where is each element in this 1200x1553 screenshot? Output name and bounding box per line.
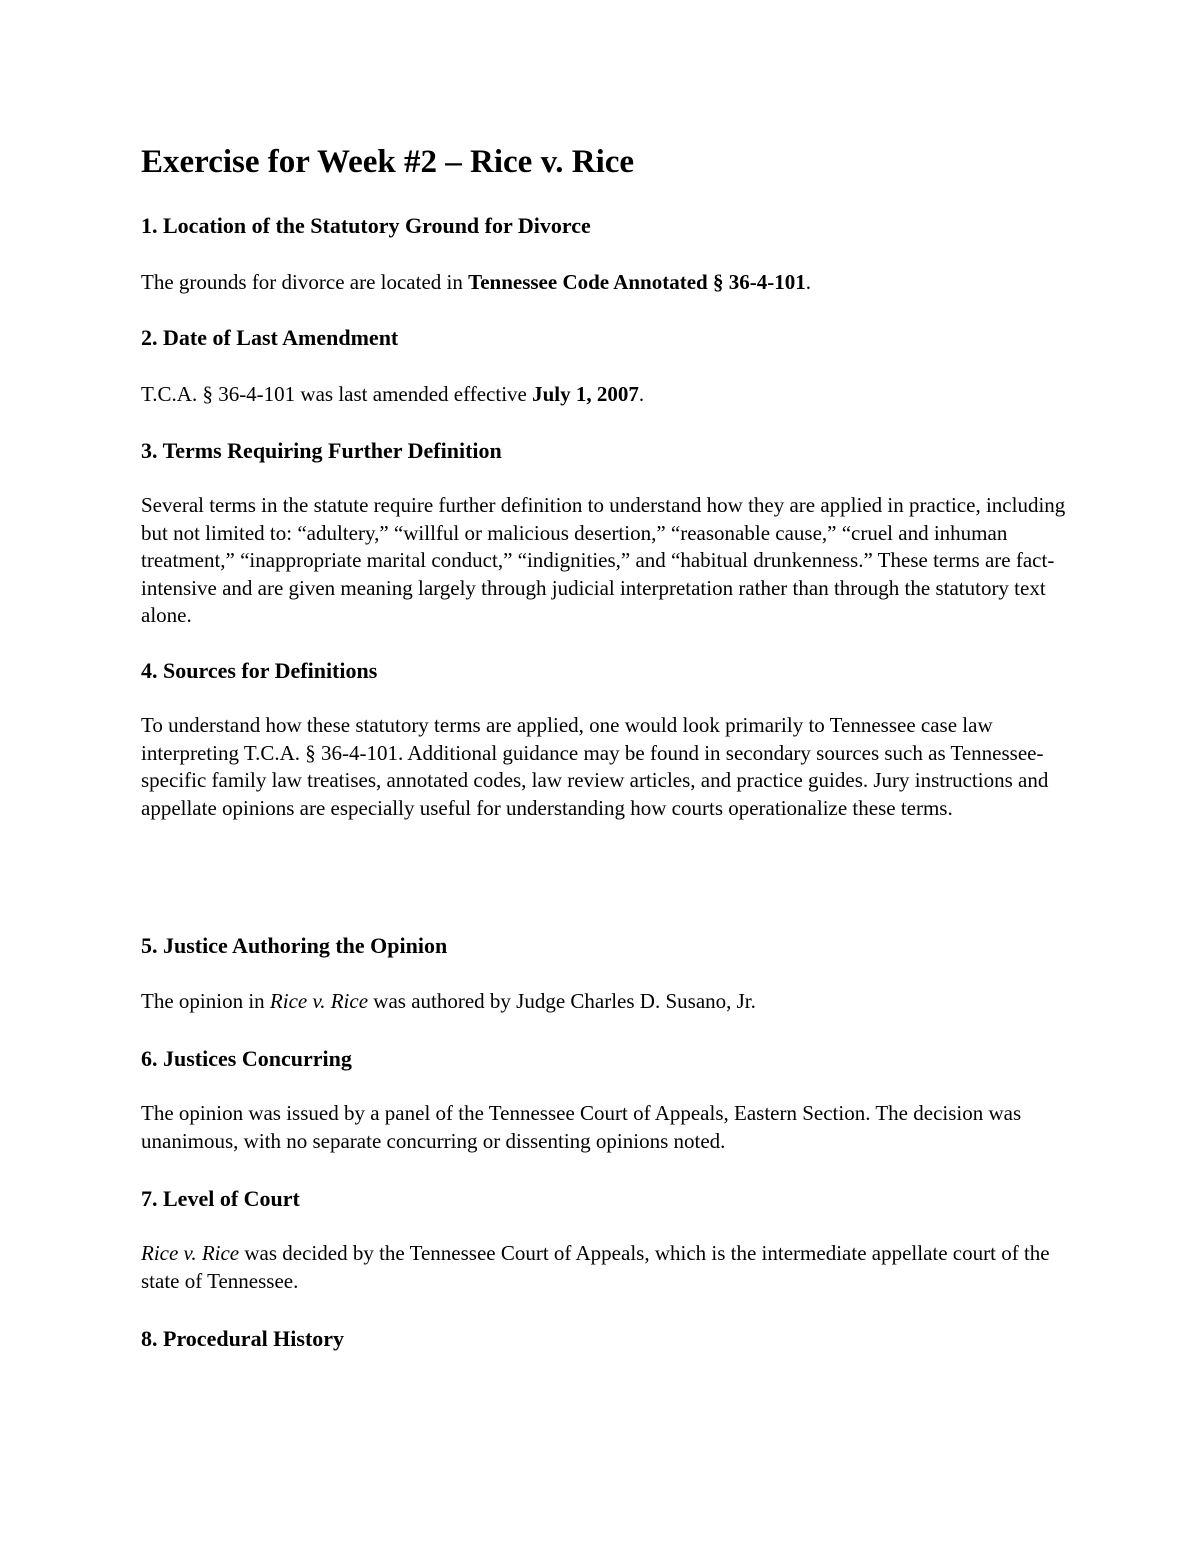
section-7-text-after: was decided by the Tennessee Court of Appeals, which is the intermediate appellate court of the state of Tennessee. — [141, 1241, 1050, 1293]
section-5-heading: 5. Justice Authoring the Opinion — [141, 933, 448, 958]
section-1-text-before: The grounds for divorce are located in — [141, 270, 469, 294]
section-2-text-before: T.C.A. § 36-4-101 was last amended effective — [141, 382, 533, 406]
section-4-heading: 4. Sources for Definitions — [141, 658, 378, 683]
section-5-text-before: The opinion in — [141, 989, 270, 1013]
section-7-text — [141, 1240, 1071, 1295]
section-1-citation: Tennessee Code Annotated § 36-4-101 — [468, 270, 806, 294]
section-2-text — [141, 381, 1071, 409]
section-7-heading: 7. Level of Court — [141, 1186, 300, 1211]
section-6-heading: 6. Justices Concurring — [141, 1046, 352, 1071]
section-1-heading: 1. Location of the Statutory Ground for Divorce — [141, 213, 591, 238]
document-title: Exercise for Week #2 – Rice v. Rice — [141, 144, 635, 180]
section-2-date: July 1, 2007 — [532, 382, 639, 406]
section-1-text-after: . — [805, 270, 811, 294]
section-4-text: To understand how these statutory terms are applied, one would look primarily to Tennessee case law interpreting T.C.A. § 36-4-101. Additional guidance may be found in secondary sources such as Tennessee-specific family law treatises, annotated codes, law review articles, and practice guides. Jury instructions and appellate opinions are especially useful for understanding how courts operationalize these terms. — [141, 713, 1049, 820]
section-5-text-after: was authored by Judge Charles D. Susano, Jr. — [368, 989, 756, 1013]
section-6-text: The opinion was issued by a panel of the Tennessee Court of Appeals, Eastern Section. The decision was unanimous, with no separate concurring or dissenting opinions noted. — [141, 1101, 1022, 1153]
section-2-text-after: . — [638, 382, 645, 406]
section-1-text — [141, 269, 1071, 297]
section-8-heading: 8. Procedural History — [141, 1326, 345, 1351]
section-3-heading: 3. Terms Requiring Further Definition — [141, 438, 502, 463]
section-5-text — [141, 988, 1071, 1016]
section-5-case-name: Rice v. Rice — [269, 989, 369, 1013]
section-3-text: Several terms in the statute require further definition to understand how they are applied in practice, including but not limited to: “adultery,” “willful or malicious desertion,” “reasonable cause,” “cruel and inhuman treatment,” “inappropriate marital conduct,” “indignities,” and “habitual drunkenness.” These terms are fact-intensive and are given meaning largely through judicial interpretation rather than through the statutory text alone. — [141, 493, 1066, 627]
section-2-heading: 2. Date of Last Amendment — [141, 325, 399, 350]
section-7-case-name: Rice v. Rice — [141, 1241, 240, 1265]
